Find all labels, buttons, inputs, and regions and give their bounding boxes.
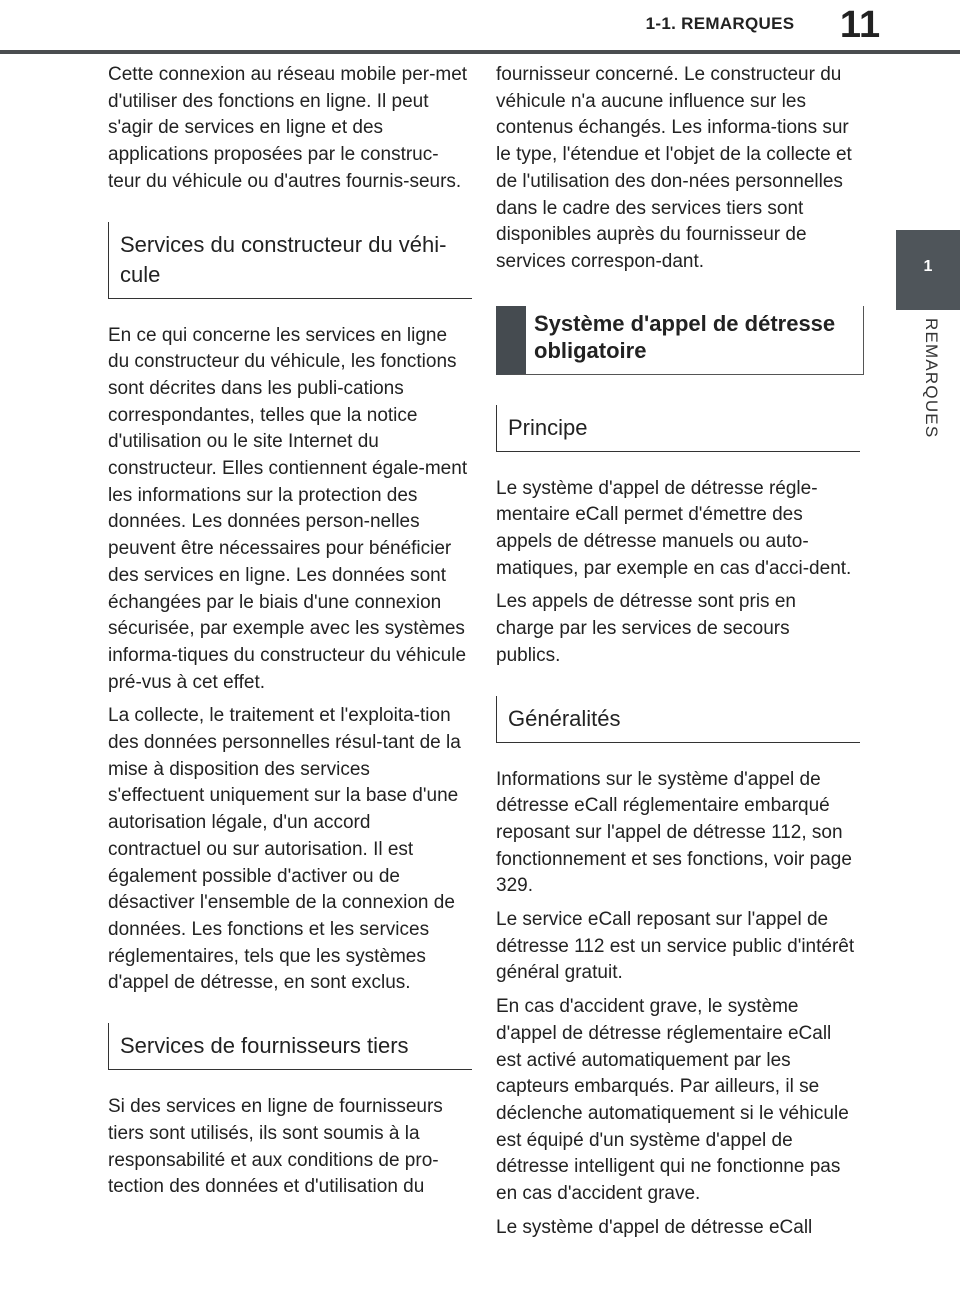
page-number: 11 bbox=[839, 4, 881, 46]
paragraph: Le service eCall reposant sur l'appel de détresse 112 est un service public d'intérêt général gratuit. bbox=[496, 909, 855, 984]
paragraph: Cette connexion au réseau mobile per-met d'utiliser des fonctions en ligne. Il peut s'agir de services en ligne et des applications proposées par le construc-teur du véhicule ou d'autres fournis-seurs. bbox=[108, 64, 468, 192]
paragraph: En cas d'accident grave, le système d'appel de détresse réglementaire eCall est activé automatiquement par les capteurs embarqués. Par ailleurs, il se déclenche automatiquement si le véhicule est équipé d'un système d'appel de détresse intelligent qui ne fonctionne pas en cas d'accident grave. bbox=[496, 996, 849, 1205]
paragraph: La collecte, le traitement et l'exploita-tion des données personnelles résul-tant de la mise à disposition des services s'effectuent uniquement sur la base d'une autorisation légale, d'un accord contractuel ou sur autorisation. Il est également possible d'activer ou de désactiver l'ensemble de la connexion de données. Les fonctions et les services réglementaires, tels que les systèmes d'appel de détresse, en sont exclus. bbox=[108, 705, 461, 994]
paragraph: Les appels de détresse sont pris en charge par les services de secours publics. bbox=[496, 591, 796, 666]
right-column bbox=[496, 62, 856, 1249]
chapter-tab-label: REMARQUES bbox=[922, 318, 941, 439]
subheading-third-party-services: Services de fournisseurs tiers bbox=[108, 1023, 472, 1070]
paragraph: fournisseur concerné. Le constructeur du véhicule n'a aucune influence sur les contenus échangés. Les informa-tions sur le type, l'étendue et l'objet de la collecte et de l'utilisation des don-nées personnelles dans le cadre des services tiers sont disponibles auprès du fournisseur de services correspon-dant. bbox=[496, 64, 852, 272]
paragraph: Le système d'appel de détresse régle-mentaire eCall permet d'émettre des appels de détresse manuels ou auto-matiques, par exemple en cas d'acci-dent. bbox=[496, 477, 852, 579]
section-title: 1-1. REMARQUES bbox=[645, 14, 795, 33]
paragraph: Si des services en ligne de fournisseurs tiers sont utilisés, ils sont soumis à la responsabilité et aux conditions de pro-tection des données et d'utilisation du bbox=[108, 1096, 443, 1198]
paragraph: Le système d'appel de détresse eCall bbox=[496, 1216, 813, 1238]
header-divider bbox=[0, 50, 960, 54]
left-column bbox=[108, 62, 468, 1208]
subheading-principle: Principe bbox=[496, 405, 860, 452]
subheading-manufacturer-services: Services du constructeur du véhi-cule bbox=[108, 222, 472, 299]
paragraph: Informations sur le système d'appel de détresse eCall réglementaire embarqué reposant sur l'appel de détresse 112, son fonctionnement et ses fonctions, voir page 329. bbox=[496, 768, 852, 897]
subheading-general: Généralités bbox=[496, 696, 860, 743]
paragraph: En ce qui concerne les services en ligne du constructeur du véhicule, les fonctions sont décrites dans les publi-cations correspondantes, telles que la notice d'utilisation ou le site Internet du constructeur. Elles contiennent égale-ment les informations sur la protection des données. Les données person-nelles peuvent être nécessaires pour bénéficier des services en ligne. Les données sont échangées par le biais d'une connexion sécurisée, par exemple avec les systèmes informa-tiques du constructeur du véhicule pré-vus à cet effet. bbox=[108, 324, 468, 693]
chapter-tab-number: 1 bbox=[923, 258, 933, 275]
heading-mandatory-emergency-call: Système d'appel de détresse obligatoire bbox=[496, 306, 864, 375]
